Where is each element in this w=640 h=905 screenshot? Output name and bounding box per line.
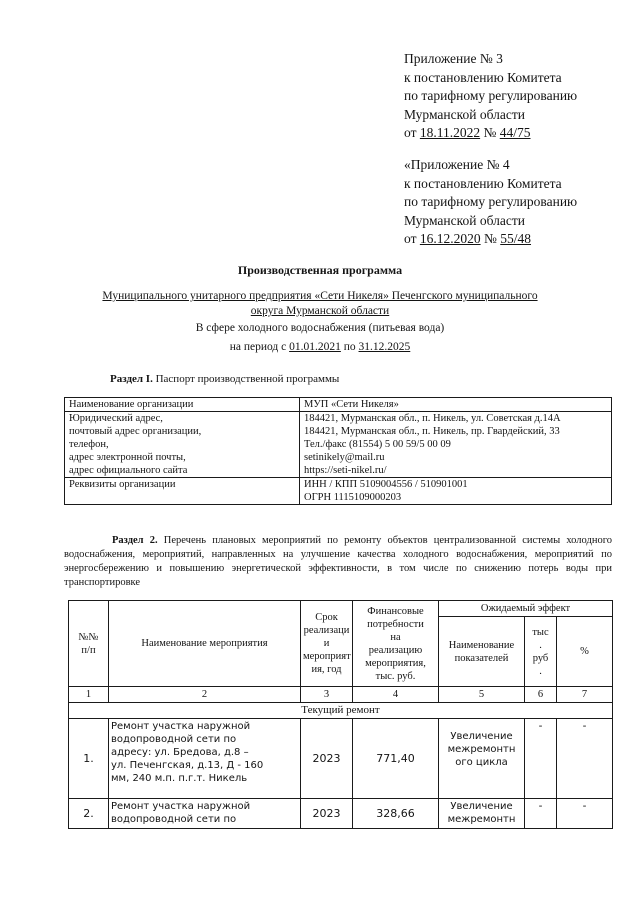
passport-table	[64, 397, 612, 505]
section-2-paragraph: Раздел 2. Перечень плановых мероприятий по ремонту объектов централизованной системы холодного водоснабжения, мероприятий, направленных на улучшение качества холодного водоснабжения, мероприятий по энергосбережению и повышению энергетической эффективности, в том числе по снижению потерь воды при транспортировке	[64, 535, 612, 588]
appendix-4-title: «Приложение № 4	[404, 157, 510, 172]
row-year: 2023	[301, 719, 353, 799]
appendix-4-date-line: от 16.12.2020 № 55/48	[404, 231, 532, 246]
passport-label: Наименование организации	[65, 398, 300, 412]
row-cost: 328,66	[353, 799, 439, 829]
header-effect: Ожидаемый эффект	[439, 601, 613, 617]
row-year: 2023	[301, 799, 353, 829]
row-percent: -	[557, 719, 613, 799]
program-sphere: В сфере холодного водоснабжения (питьевая вода)	[195, 322, 445, 334]
program-period: на период с 01.01.2021 по 31.12.2025	[229, 341, 411, 353]
table-row	[69, 799, 613, 829]
appendix-3-line: к постановлению Комитета	[404, 69, 562, 85]
header-thousand: тыс . руб .	[525, 617, 557, 687]
header-finance: Финансовые потребности на реализацию мероприятия, тыс. руб.	[353, 601, 439, 687]
passport-label: Реквизиты организации	[65, 478, 300, 505]
row-percent: -	[557, 799, 613, 829]
appendix-3-line: Мурманской области	[404, 106, 525, 122]
row-work-name: Ремонт участка наружной водопроводной сети по	[109, 799, 301, 829]
row-work-name: Ремонт участка наружной водопроводной сети по адресу: ул. Бредова, д.8 – ул. Печенгская, д.13, Д - 160 мм, 240 м.п. п.г.т. Никель	[109, 719, 301, 799]
header-num: №№ п/п	[69, 601, 109, 687]
table-row	[69, 719, 613, 799]
appendix-3-date-line: от 18.11.2022 № 44/75	[404, 125, 531, 140]
program-title: Производственная программа	[237, 263, 403, 277]
passport-row	[65, 398, 612, 412]
row-thousand: -	[525, 719, 557, 799]
appendix-4-number: 55/48	[500, 231, 532, 246]
row-effect: Увеличение межремонтн ого цикла	[439, 719, 525, 799]
passport-value: ИНН / КПП 5109004556 / 510901001 ОГРН 1115109000203	[300, 478, 612, 505]
period-to: 31.12.2025	[358, 341, 411, 353]
appendix-3-number: 44/75	[499, 125, 531, 140]
period-from: 01.01.2021	[289, 341, 341, 353]
passport-label: Юридический адрес, почтовый адрес организации, телефон, адрес электронной почты, адрес официального сайта	[65, 412, 300, 478]
group-row	[69, 703, 613, 719]
column-number: 3	[301, 687, 353, 703]
row-number: 1.	[69, 719, 109, 799]
section-1-heading: Раздел I. Паспорт производственной программы	[110, 373, 340, 385]
passport-value: 184421, Мурманская обл., п. Никель, ул. Советская д.14А 184421, Мурманская обл., п. Никель, пр. Гвардейский, 33 Тел./факс (81554) 5 00 59/5 00 09 setinikely@mail.ru https://seti-nikel.ru/	[300, 412, 612, 478]
header-name: Наименование мероприятия	[109, 601, 301, 687]
appendix-3-title: Приложение № 3	[404, 51, 503, 66]
organization-name-line-2: округа Мурманской области	[250, 305, 390, 317]
column-number-row	[69, 687, 613, 703]
header-term: Срок реализаци и мероприят ия, год	[301, 601, 353, 687]
column-number: 1	[69, 687, 109, 703]
appendix-4-line: по тарифному регулированию	[404, 194, 578, 209]
appendix-3-block	[404, 50, 577, 143]
row-number: 2.	[69, 799, 109, 829]
appendix-4-line: к постановлению Комитета	[404, 175, 562, 191]
passport-row	[65, 412, 612, 478]
appendix-3-line: по тарифному регулированию	[404, 88, 578, 103]
passport-row	[65, 478, 612, 505]
appendix-3-date: 18.11.2022	[419, 125, 481, 140]
appendix-4-block	[404, 156, 577, 249]
email-address: setinikely@mail.ru	[304, 452, 385, 463]
column-number: 5	[439, 687, 525, 703]
header-percent: %	[557, 617, 613, 687]
plan-table	[68, 600, 613, 829]
column-number: 6	[525, 687, 557, 703]
column-number: 2	[109, 687, 301, 703]
group-title: Текущий ремонт	[69, 703, 613, 719]
header-indicator: Наименование показателей	[439, 617, 525, 687]
row-effect: Увеличение межремонтн	[439, 799, 525, 829]
appendix-4-date: 16.12.2020	[419, 231, 481, 246]
appendix-4-line: Мурманской области	[404, 212, 525, 228]
column-number: 7	[557, 687, 613, 703]
organization-name-line-1: Муниципального унитарного предприятия «Сети Никеля» Печенгского муниципального	[102, 290, 538, 302]
website-address: https://seti-nikel.ru/	[304, 465, 387, 476]
passport-value: МУП «Сети Никеля»	[300, 398, 612, 412]
row-cost: 771,40	[353, 719, 439, 799]
row-thousand: -	[525, 799, 557, 829]
column-number: 4	[353, 687, 439, 703]
